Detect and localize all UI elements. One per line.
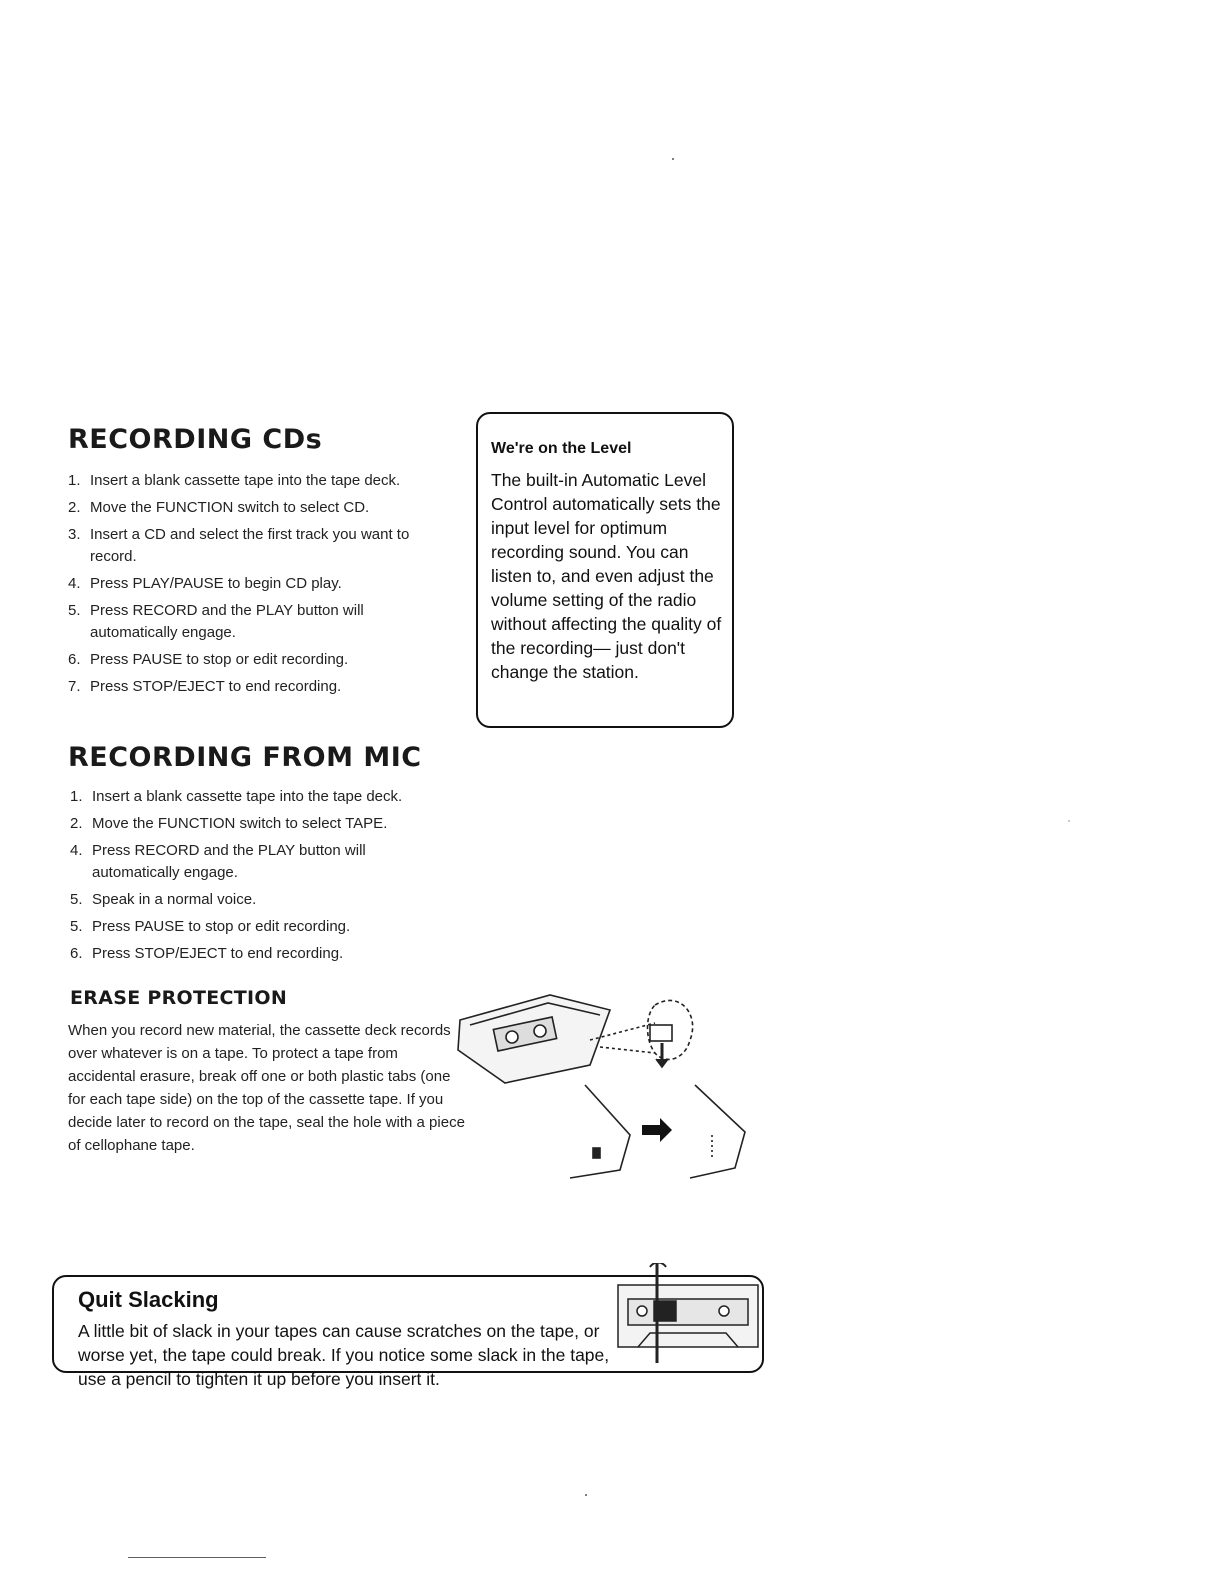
cassette-tab-illustration (450, 985, 700, 1095)
cassette-tab-before-after (560, 1080, 770, 1180)
step-text: Move the FUNCTION switch to select TAPE. (92, 815, 388, 832)
step-number: 3. (68, 526, 81, 543)
step-number: 1. (68, 472, 81, 489)
list-item (70, 943, 450, 965)
step-text: Press STOP/EJECT to end recording. (90, 678, 342, 695)
step-text: Press PAUSE to stop or edit recording. (90, 651, 349, 668)
step-text: Insert a blank cassette tape into the tape deck. (92, 788, 403, 805)
list-item (68, 676, 448, 698)
step-text: Press PAUSE to stop or edit recording. (92, 918, 351, 935)
step-text: Insert a blank cassette tape into the tape deck. (90, 472, 401, 489)
quit-slacking-body: A little bit of slack in your tapes can cause scratches on the tape, or worse yet, the tape could break. If you notice some slack in the tape, use a pencil to tighten it up before you insert it. (78, 1321, 610, 1389)
level-tip-body: The built-in Automatic Level Control automatically sets the input level for optimum recording sound. You can listen to, and even adjust the volume setting of the radio without affecting the quality of the recording— just don't change the station. (491, 470, 722, 682)
recording-cds-heading: RECORDING CDs (68, 424, 323, 455)
step-text: Move the FUNCTION switch to select CD. (90, 499, 370, 516)
step-number: 5. (70, 918, 83, 935)
level-tip-box (476, 412, 734, 728)
step-text: Press STOP/EJECT to end recording. (92, 945, 344, 962)
list-item (70, 889, 450, 911)
cassette-pencil-illustration (614, 1263, 762, 1373)
step-text: Speak in a normal voice. (92, 891, 257, 908)
step-number: 7. (68, 678, 81, 695)
list-item (70, 786, 450, 808)
step-text: Press PLAY/PAUSE to begin CD play. (90, 575, 342, 592)
step-number: 1. (70, 788, 83, 805)
right-arrow-icon (642, 1118, 672, 1142)
step-number: 2. (70, 815, 83, 832)
step-number: 4. (70, 842, 83, 859)
list-item (68, 524, 448, 568)
step-number: 6. (68, 651, 81, 668)
erase-protection-body: When you record new material, the cassette deck records over whatever is on a tape. To protect a tape from accidental erasure, break off one or both plastic tabs (one for each tape side) on the top of the cassette tape. If you decide later to record on the tape, seal the hole with a piece of cellophane tape. (68, 1022, 465, 1154)
step-text: Insert a CD and select the first track you want to record. (90, 526, 410, 565)
list-item (68, 573, 448, 595)
list-item (68, 600, 448, 644)
step-text: Press RECORD and the PLAY button will automatically engage. (90, 602, 364, 641)
quit-slacking-box (52, 1275, 764, 1389)
list-item (70, 916, 450, 938)
step-number: 5. (70, 891, 83, 908)
quit-slacking-title: Quit Slacking (78, 1287, 219, 1312)
step-number: 4. (68, 575, 81, 592)
step-number: 6. (70, 945, 83, 962)
erase-protection-heading: ERASE PROTECTION (70, 987, 288, 1009)
list-item (68, 497, 448, 519)
list-item (68, 649, 448, 671)
recording-mic-heading: RECORDING FROM MIC (68, 742, 422, 773)
step-number: 2. (68, 499, 81, 516)
list-item (70, 840, 450, 884)
step-text: Press RECORD and the PLAY button will automatically engage. (92, 842, 366, 881)
list-item (70, 813, 450, 835)
level-tip-title: We're on the Level (491, 440, 632, 457)
list-item (68, 470, 448, 492)
step-number: 5. (68, 602, 81, 619)
recording-mic-steps (70, 786, 450, 970)
recording-cds-steps (68, 470, 448, 703)
